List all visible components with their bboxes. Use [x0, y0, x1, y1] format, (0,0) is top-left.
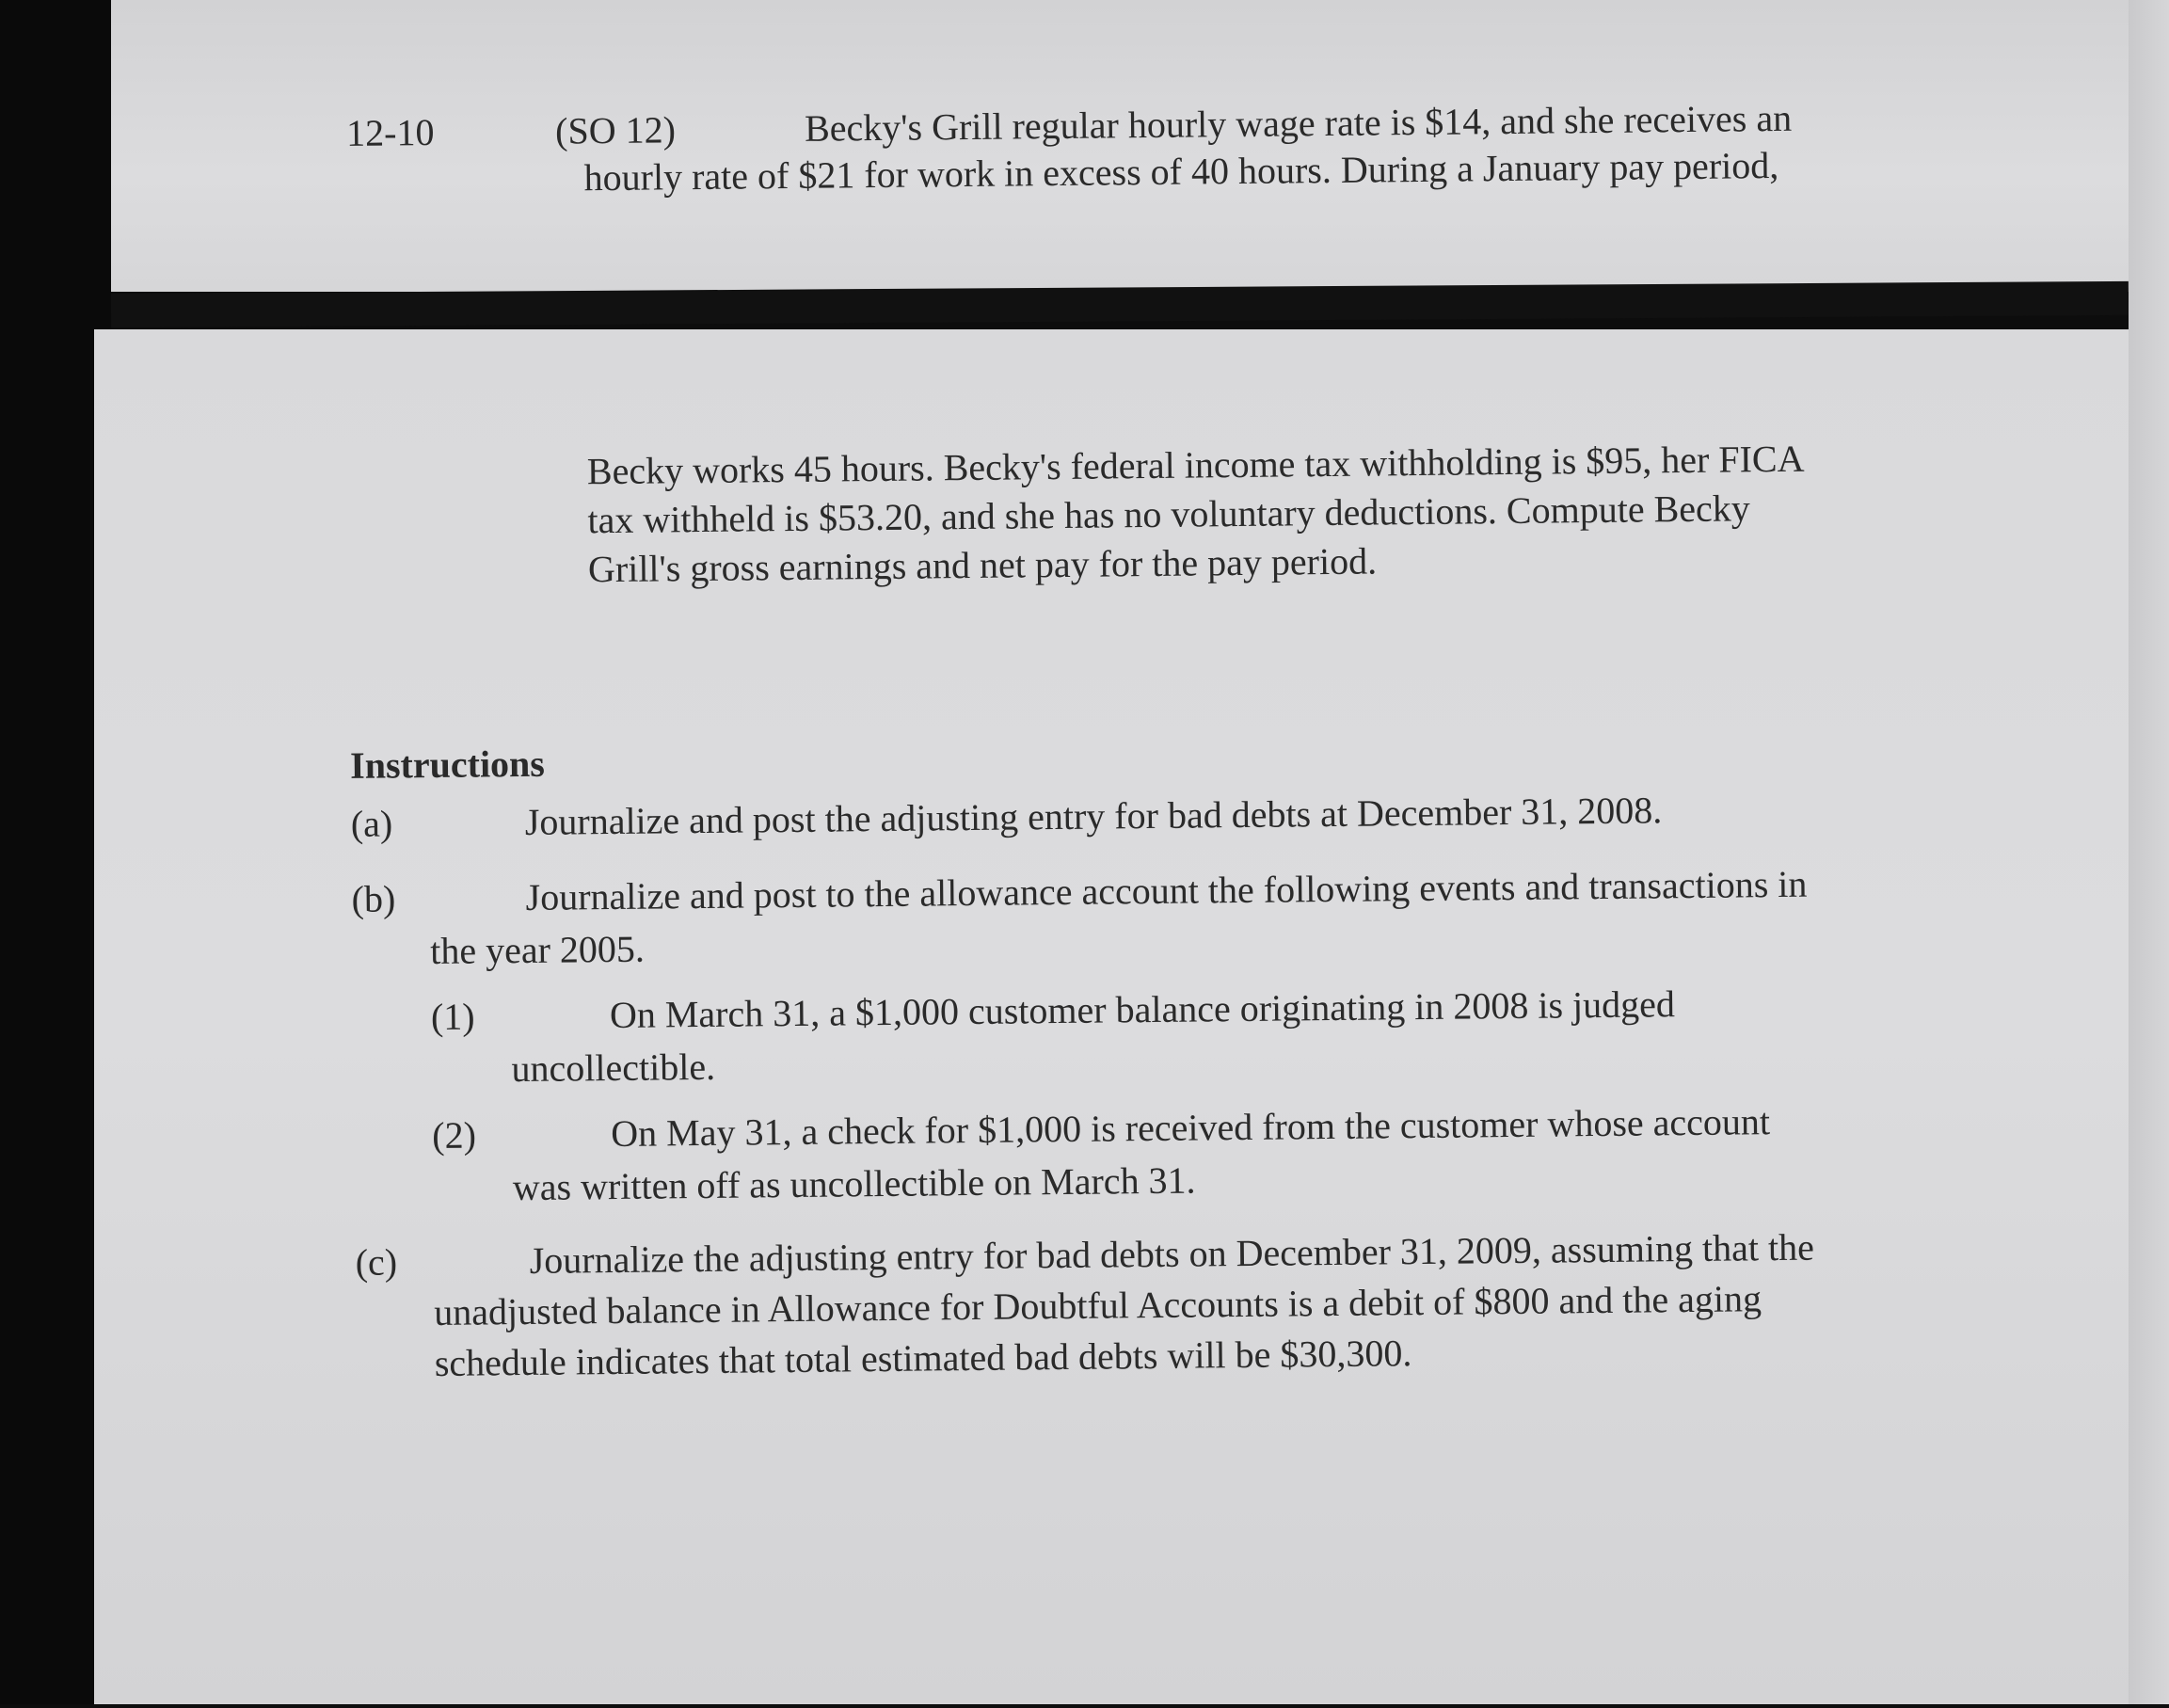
- instruction-b1-label: (1): [430, 995, 475, 1039]
- instruction-b2-label: (2): [432, 1113, 477, 1157]
- problem-continuation-line-1: Becky works 45 hours. Becky's federal income tax withholding is $95, her FICA: [586, 437, 1805, 493]
- instruction-b1-text-line-1: On March 31, a $1,000 customer balance originating in 2008 is judged: [609, 982, 1676, 1037]
- problem-continuation-line-2: tax withheld is $53.20, and she has no voluntary deductions. Compute Becky: [587, 487, 1750, 542]
- instruction-c-text-line-3: schedule indicates that total estimated bad debts will be $30,300.: [434, 1332, 1412, 1385]
- instruction-a-label: (a): [350, 802, 393, 845]
- instruction-b-text-line-1: Journalize and post to the allowance account the following events and transactions in: [525, 862, 1808, 918]
- study-objective-ref: (SO 12): [554, 108, 677, 152]
- problem-text-line-1: Becky's Grill regular hourly wage rate is $14, and she receives an: [804, 96, 1793, 150]
- instruction-c-text-line-1: Journalize the adjusting entry for bad debts on December 31, 2009, assuming that the: [529, 1225, 1815, 1282]
- problem-number: 12-10: [345, 110, 435, 154]
- instruction-b-label: (b): [351, 877, 396, 920]
- instruction-c-text-line-2: unadjusted balance in Allowance for Doubtful Accounts is a debit of $800 and the aging: [434, 1277, 1762, 1334]
- instruction-b2-text-line-2: was written off as uncollectible on March 31.: [512, 1158, 1196, 1209]
- problem-text-line-2: hourly rate of $21 for work in excess of 40 hours. During a January pay period,: [583, 143, 1779, 200]
- instructions-heading: Instructions: [349, 742, 546, 787]
- instruction-b-text-line-2: the year 2005.: [429, 927, 646, 973]
- instruction-a-text: Journalize and post the adjusting entry for bad debts at December 31, 2008.: [524, 789, 1663, 843]
- problem-continuation-line-3: Grill's gross earnings and net pay for the pay period.: [587, 539, 1378, 591]
- instruction-b2-text-line-1: On May 31, a check for $1,000 is received from the customer whose account: [611, 1100, 1771, 1156]
- instruction-c-label: (c): [355, 1240, 398, 1284]
- instruction-b1-text-line-2: uncollectible.: [511, 1045, 716, 1091]
